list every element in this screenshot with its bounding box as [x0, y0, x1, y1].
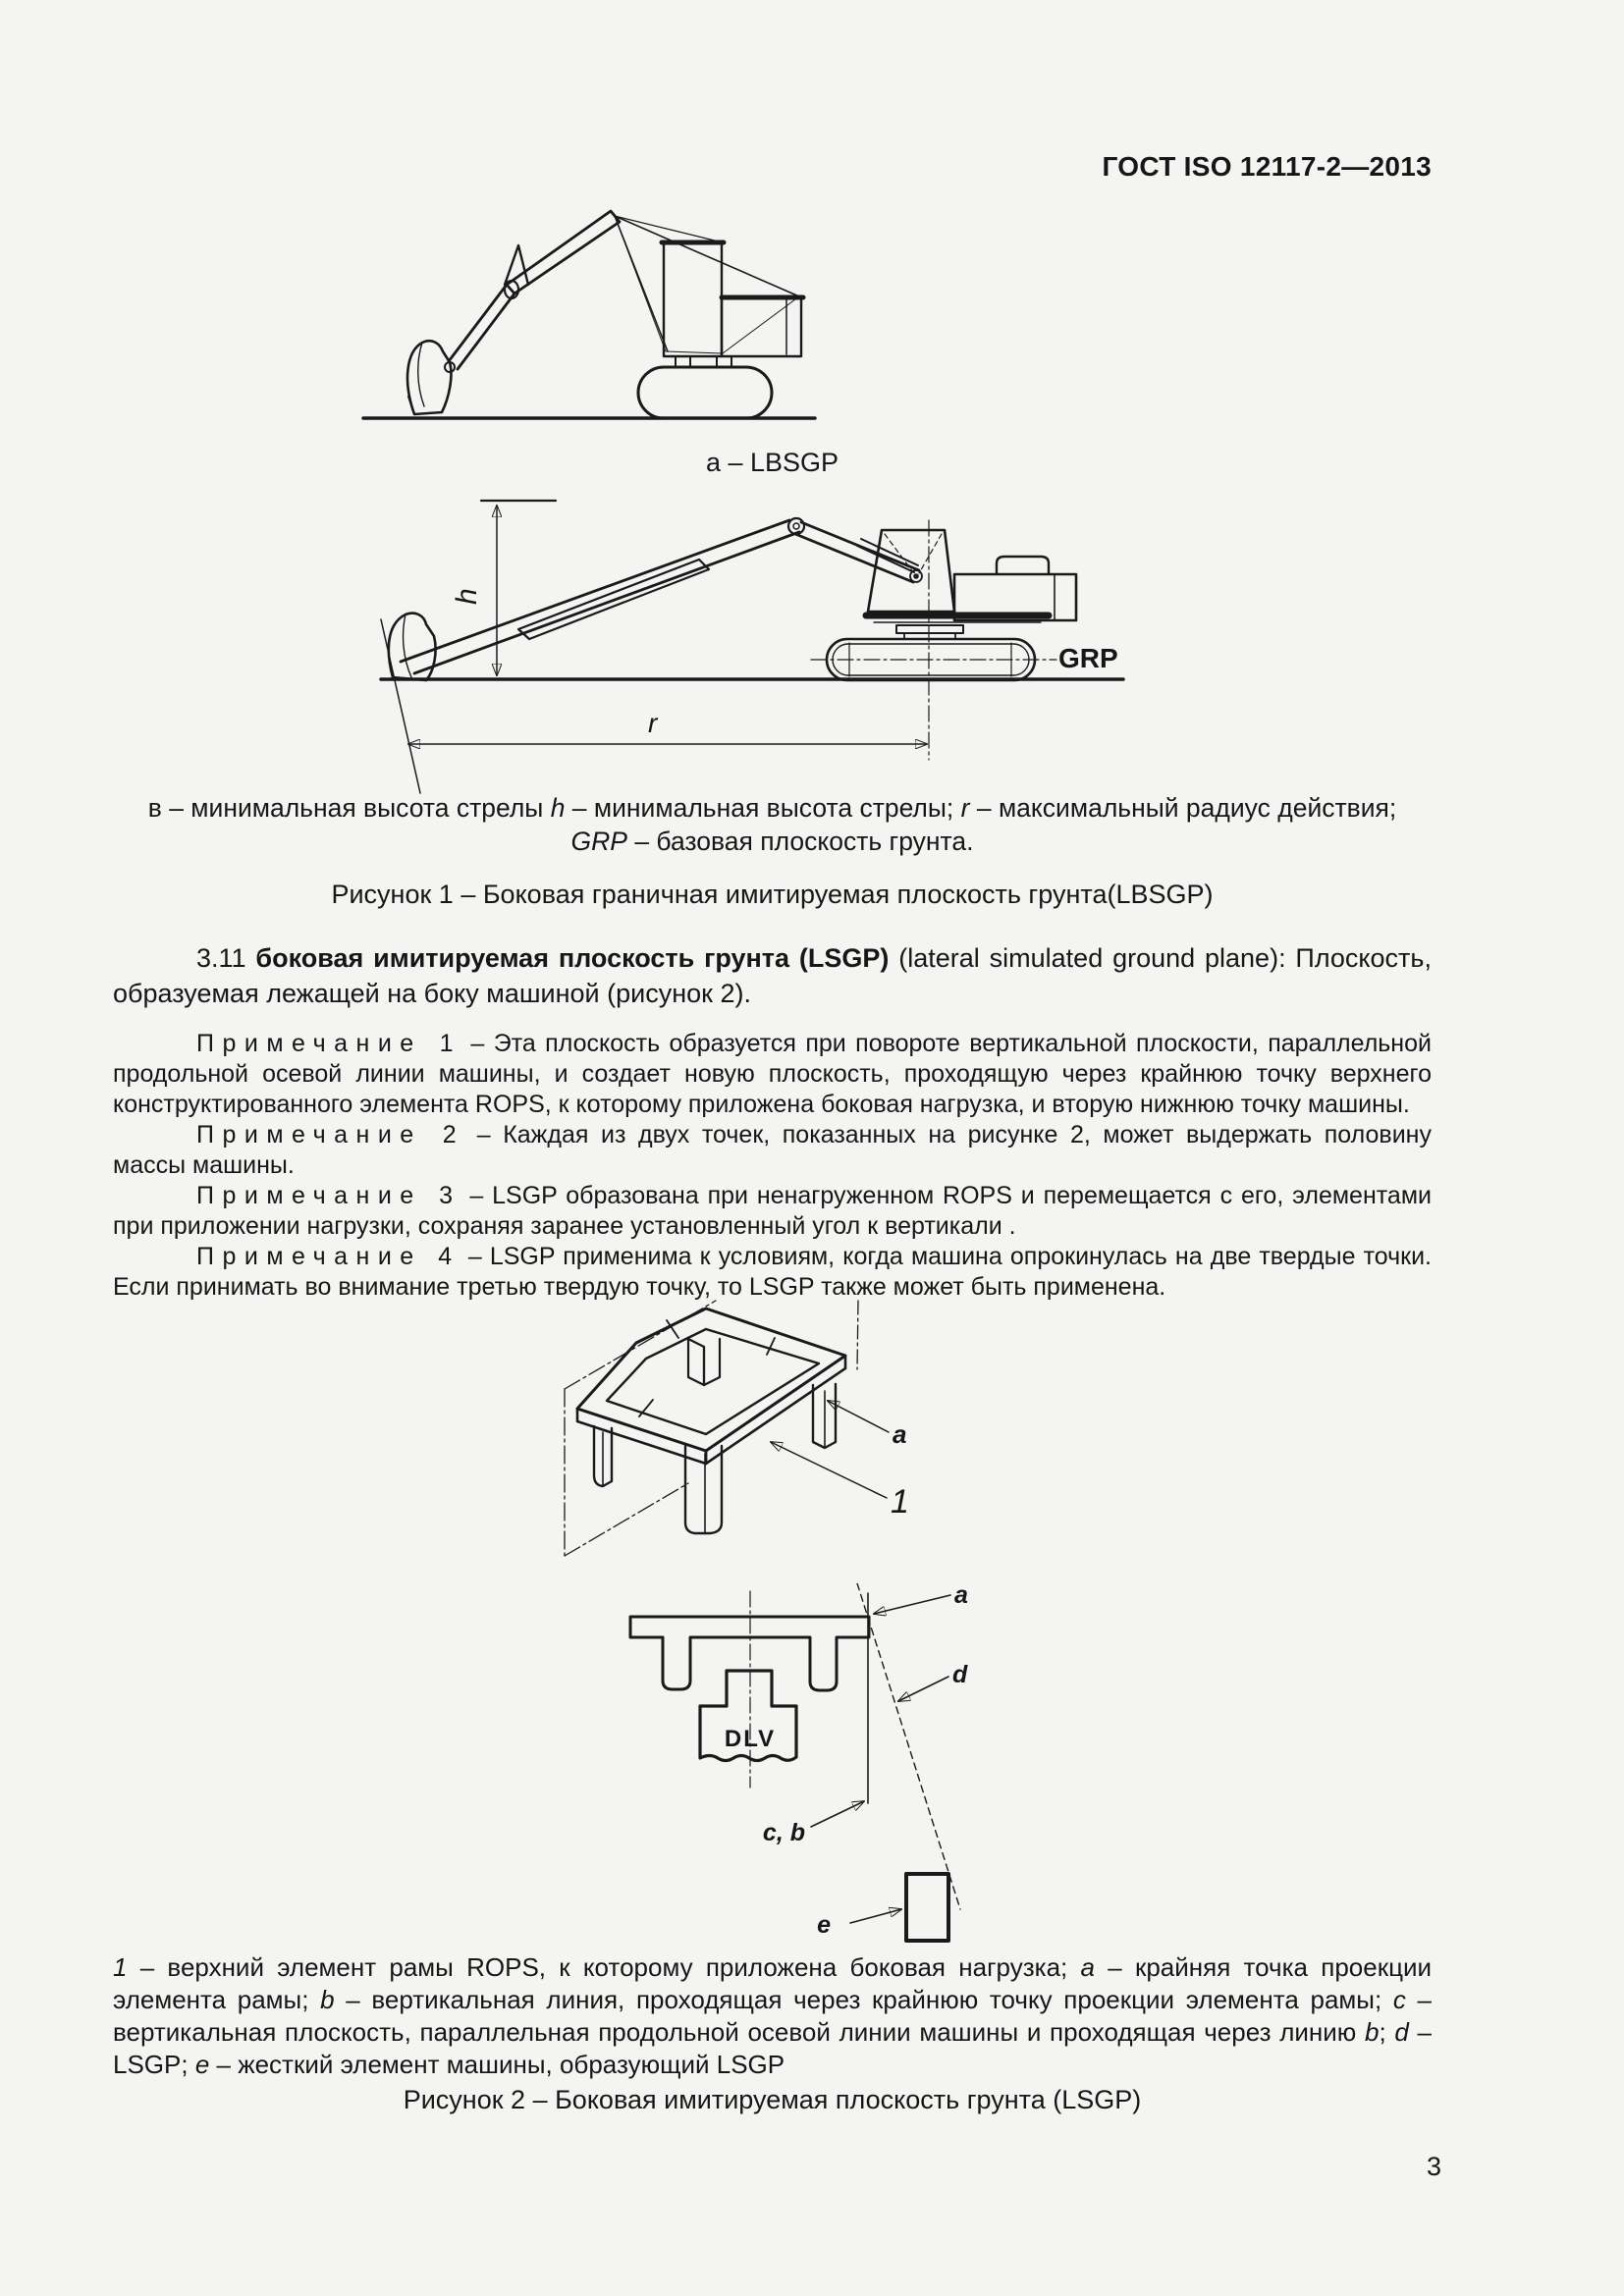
page-header: ГОСТ ISO 12117-2—2013 — [1102, 151, 1432, 182]
label-a: a — [954, 1583, 968, 1609]
figure1-caption: Рисунок 1 – Боковая граничная имитируемая плоскость грунта(LBSGP) — [331, 880, 1214, 909]
label-1: 1 — [891, 1483, 909, 1521]
note-2-text: – Каждая из двух точек, показанных на рисунке 2, может выдержать половину массы машины. — [113, 1121, 1432, 1179]
label-c-b: c, b — [762, 1819, 805, 1846]
legend-text: – крайняя точка проекции элемента рамы; — [113, 1952, 1433, 2014]
note-1 — [113, 1029, 1432, 1120]
note-4-text: – LSGP применима к условиям, когда машина опрокинулась на две твердые точки. Если принимать во внимание третью твердую точку, то LSGP также может быть применена. — [113, 1243, 1432, 1301]
clause-definition: (lateral simulated ground plane): Плоскость, образуемая лежащей на боку машиной (рисунок 2). — [113, 943, 1432, 1008]
note-4 — [113, 1242, 1432, 1303]
note-3 — [113, 1181, 1432, 1242]
vertical-axis-dashdot — [857, 1301, 858, 1369]
page-number: 3 — [1426, 2152, 1441, 2181]
figure1b-excavator-drawing — [371, 479, 1139, 805]
label-a-top: a — [893, 1419, 907, 1449]
lsgp-line-d — [857, 1583, 960, 1909]
note-1-label: Примечание 1 — [196, 1030, 462, 1057]
legend-var-r: r — [960, 793, 970, 823]
note-3-label: Примечание 3 — [196, 1182, 461, 1209]
callouts — [771, 1401, 909, 1521]
note-2 — [113, 1120, 1432, 1181]
excavator-body — [638, 242, 803, 418]
rigid-element-e — [906, 1874, 948, 1941]
legend-var: d — [1394, 2017, 1409, 2047]
clause-3-11 — [113, 940, 1432, 1011]
legend-var: 1 — [113, 1952, 128, 1982]
legend-var: е — [194, 2050, 210, 2079]
legend-text: ; — [1379, 2017, 1395, 2047]
figure1a-excavator-drawing — [352, 196, 825, 432]
legend-text: – вертикальная линия, проходящая через крайнюю точку проекции элемента рамы; — [334, 1985, 1393, 2014]
h-dimension — [451, 501, 556, 675]
figure1-legend-line1 — [113, 791, 1432, 825]
legend-text: – минимальная высота стрелы; — [565, 793, 961, 823]
figure1-legend-line2 — [113, 825, 1432, 858]
excavator-boom-arm — [407, 211, 620, 414]
figure1-legend — [113, 791, 1432, 858]
legend-var: с — [1392, 1985, 1406, 2014]
lbsgp-hatched-plane — [615, 216, 799, 353]
legend-text: – верхний элемент рамы ROPS, к которому приложена боковая нагрузка; — [127, 1952, 1081, 1982]
excavator-upper-body — [866, 530, 1076, 639]
legend-text: – жесткий элемент машины, образующий LSGP — [209, 2050, 785, 2079]
rops-frame-ring — [577, 1308, 845, 1464]
figure2-rops-frame-drawing — [543, 1299, 1016, 1601]
rops-section-profile — [630, 1591, 869, 1788]
label-e: e — [817, 1911, 831, 1939]
note-3-text: – LSGP образована при ненагруженном ROPS и перемещается с его, элементами при приложении нагрузки, сохраняя заранее установленный угол к вертикали . — [113, 1182, 1432, 1240]
legend-var: b — [320, 1985, 335, 2014]
legend-var: а — [1080, 1952, 1095, 1982]
crawler-track — [811, 639, 1056, 680]
figure2-caption: Рисунок 2 – Боковая имитируемая плоскость грунта (LSGP) — [403, 2085, 1142, 2114]
legend-var-h: h — [550, 793, 566, 823]
figure2-dlv-section-drawing — [568, 1583, 1041, 1958]
legend-text: – LSGP; — [113, 2017, 1432, 2079]
note-2-label: Примечание 2 — [196, 1121, 465, 1148]
clause-number: 3.11 — [196, 943, 256, 973]
figure2-legend — [113, 1951, 1432, 2081]
h-dimension-label: h — [451, 588, 483, 605]
legend-text: – базовая плоскость грунта. — [626, 827, 974, 856]
clause-term: боковая имитируемая плоскость грунта (LSGP) — [255, 943, 890, 973]
label-d: d — [952, 1661, 968, 1688]
note-4-label: Примечание 4 — [196, 1243, 460, 1270]
grp-label: GRP — [1058, 643, 1118, 673]
dlv-label: DLV — [724, 1726, 777, 1752]
legend-var: b — [1364, 2017, 1380, 2047]
legend-text: в – минимальная высота стрелы — [147, 793, 551, 823]
figure1a-caption: а – LBSGP — [705, 448, 839, 477]
r-dimension-label: r — [648, 708, 658, 738]
note-1-text: – Эта плоскость образуется при повороте вертикальной плоскости, параллельной продольной осевой линии машины, и создает новую плоскость, проходящую через крайнюю точку верхнего конструктированного элемента ROPS, к которому приложена боковая нагрузка, и вторую нижнюю точку машины. — [113, 1030, 1432, 1118]
legend-var-grp: GRP — [570, 827, 627, 856]
legend-text: – максимальный радиус действия; — [969, 793, 1397, 823]
legend-text: – вертикальная плоскость, параллельная продольной осевой линии машины и проходящая через линию — [113, 1985, 1432, 2047]
